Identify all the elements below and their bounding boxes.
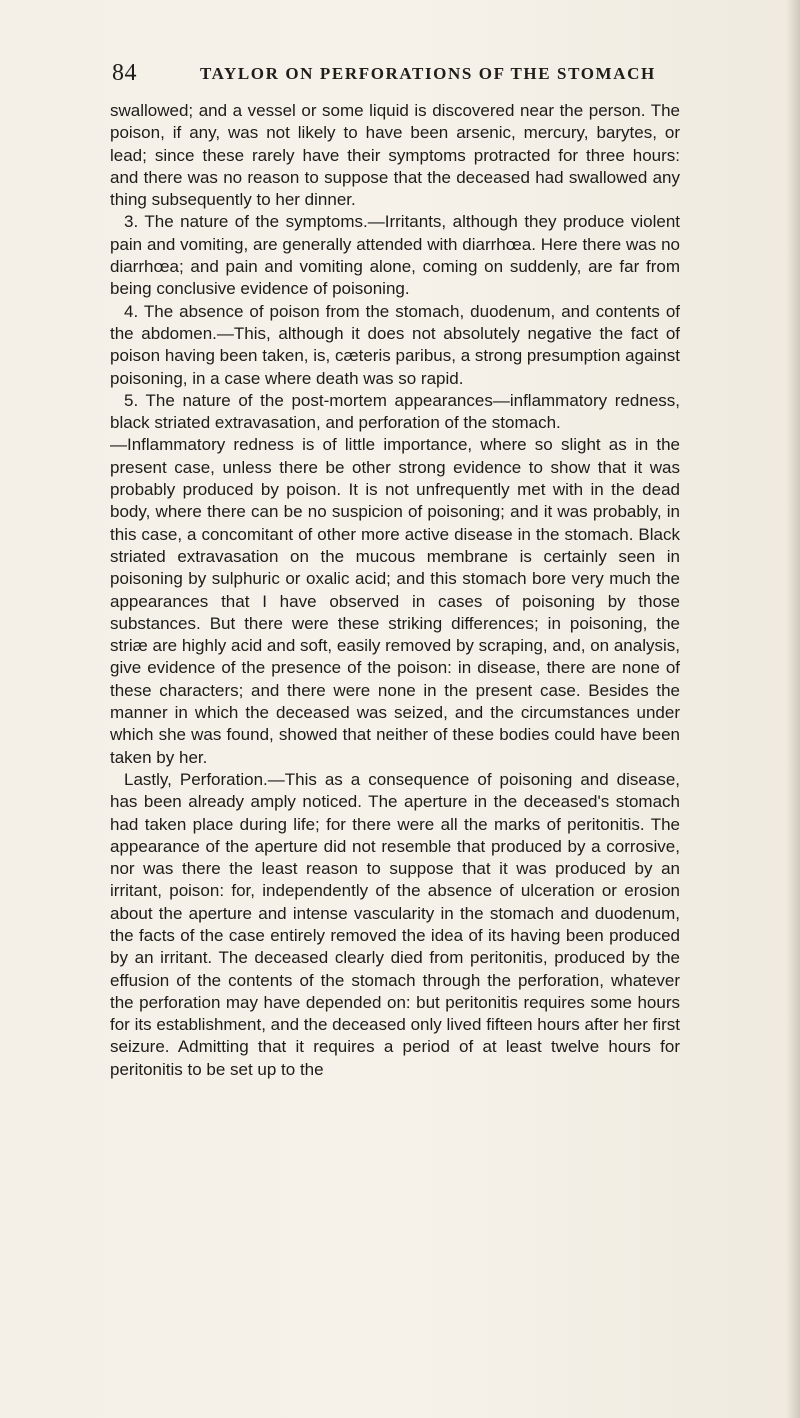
paragraph-post-mortem-heading: 5. The nature of the post-mortem appearances—inflammatory redness, black striated extravasation, and perforation of the stomach. xyxy=(110,390,680,433)
paragraph-perforation: Lastly, Perforation.—This as a consequence of poisoning and disease, has been already amply noticed. The aperture in the deceased's stomach had taken place during life; for there were all the marks of peritonitis. The appearance of the aperture did not resemble that produced by a corrosive, nor was there the least reason to suppose that it was produced by an irritant, poison: for, independently of the absence of ulceration or erosion about the aperture and intense vascularity in the stomach and duodenum, the facts of the case entirely removed the idea of its having been produced by an irritant. The deceased clearly died from peritonitis, produced by the effusion of the contents of the stomach through the perforation, whatever the perforation may have depended on: but peritonitis requires some hours for its establishment, and the deceased only lived fifteen hours after her first seizure. Admitting that it requires a period of at least twelve hours for peritonitis to be set up to the xyxy=(110,769,680,1079)
paragraph-symptoms: 3. The nature of the symptoms.—Irritants, although they produce violent pain and vomiting, are generally attended with diarrhœa. Here there was no diarrhœa; and pain and vomiting alone, coming on suddenly, are far from being conclusive evidence of poisoning. xyxy=(110,212,680,299)
page-header xyxy=(112,58,712,88)
paragraph-absence-of-poison: 4. The absence of poison from the stomach, duodenum, and contents of the abdomen.—This, although it does not absolutely negative the fact of poison having been taken, is, cæteris paribus, a strong presumption against poisoning, in a case where death was so rapid. xyxy=(110,301,680,388)
paragraph-continuation: swallowed; and a vessel or some liquid is discovered near the person. The poison, if any, was not likely to have been arsenic, mercury, barytes, or lead; since these rarely have their symptoms protracted for three hours: and there was no reason to suppose that the deceased had swallowed any thing subsequently to her dinner. xyxy=(110,101,680,210)
running-title: TAYLOR ON PERFORATIONS OF THE STOMACH xyxy=(200,64,656,83)
paragraph-post-mortem-discussion: —Inflammatory redness is of little importance, where so slight as in the present case, unless there be other strong evidence to show that it was probably produced by poison. It is not unfrequently met with in the dead body, where there can be no suspicion of poisoning; and it was probably, in this case, a concomitant of other more active disease in the stomach. Black striated extravasation on the mucous membrane is certainly seen in poisoning by sulphuric or oxalic acid; and this stomach bore very much the appearances that I have observed in cases of poisoning by those substances. But there were these striking differences; in poisoning, the striæ are highly acid and soft, easily removed by scraping, and, on analysis, give evidence of the presence of the poison: in disease, there are none of these characters; and there were none in the present case. Besides the manner in which the deceased was seized, and the circumstances under which she was found, showed that neither of these bodies could have been taken by her. xyxy=(110,435,680,767)
body-text xyxy=(110,100,680,1081)
page-edge-shadow xyxy=(786,0,800,1418)
page-number: 84 xyxy=(112,60,137,86)
